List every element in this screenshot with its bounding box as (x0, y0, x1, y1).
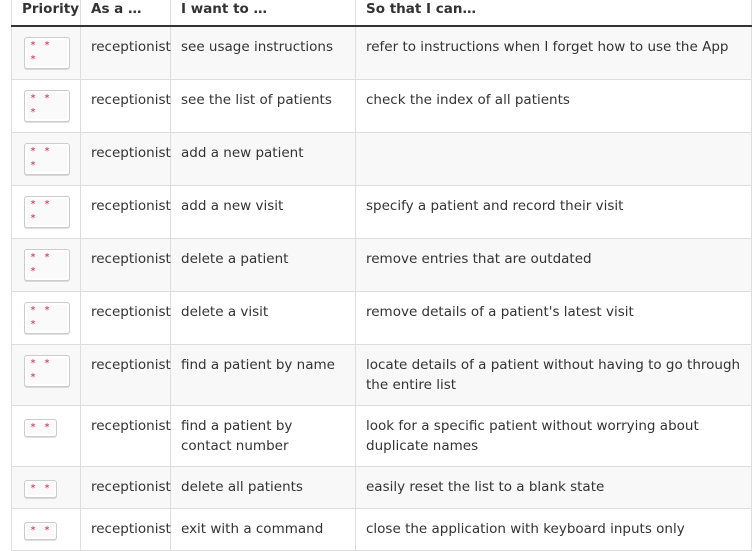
want-cell: add a new patient (171, 133, 356, 186)
priority-badge: * * (24, 480, 57, 498)
priority-cell (12, 345, 81, 406)
role-cell: receptionist (81, 26, 171, 80)
priority-badge: * * * (24, 196, 70, 228)
priority-cell (12, 186, 81, 239)
so-that-cell: remove details of a patient's latest visit (356, 292, 752, 345)
priority-badge: * * (24, 419, 57, 437)
role-cell: receptionist (81, 406, 171, 467)
priority-cell (12, 239, 81, 292)
table-row (12, 80, 752, 133)
table-row (12, 292, 752, 345)
want-cell: see usage instructions (171, 26, 356, 80)
priority-badge: * * * (24, 355, 70, 387)
priority-cell (12, 406, 81, 467)
priority-cell (12, 467, 81, 509)
table-row (12, 26, 752, 80)
role-cell: receptionist (81, 186, 171, 239)
so-that-cell: locate details of a patient without having to go through the entire list (356, 345, 752, 406)
so-that-cell: remove entries that are outdated (356, 239, 752, 292)
priority-badge: * * * (24, 37, 70, 69)
so-that-cell: easily reset the list to a blank state (356, 467, 752, 509)
want-cell: see the list of patients (171, 80, 356, 133)
so-that-cell: refer to instructions when I forget how to use the App (356, 26, 752, 80)
header-i-want-to: I want to … (171, 0, 356, 26)
priority-badge: * * * (24, 302, 70, 334)
want-cell: find a patient by contact number (171, 406, 356, 467)
role-cell: receptionist (81, 80, 171, 133)
priority-cell (12, 292, 81, 345)
role-cell: receptionist (81, 292, 171, 345)
want-cell: delete a visit (171, 292, 356, 345)
priority-badge: * * (24, 522, 57, 540)
role-cell: receptionist (81, 239, 171, 292)
role-cell: receptionist (81, 345, 171, 406)
header-so-that: So that I can… (356, 0, 752, 26)
want-cell: delete a patient (171, 239, 356, 292)
priority-cell (12, 26, 81, 80)
so-that-cell: specify a patient and record their visit (356, 186, 752, 239)
so-that-cell: look for a specific patient without worrying about duplicate names (356, 406, 752, 467)
table-row (12, 345, 752, 406)
so-that-cell (356, 133, 752, 186)
table-row (12, 406, 752, 467)
priority-cell (12, 509, 81, 551)
role-cell: receptionist (81, 133, 171, 186)
so-that-cell: close the application with keyboard inputs only (356, 509, 752, 551)
priority-cell (12, 80, 81, 133)
want-cell: exit with a command (171, 509, 356, 551)
table-header-row (12, 0, 752, 26)
priority-cell (12, 133, 81, 186)
table-row (12, 467, 752, 509)
table-row (12, 186, 752, 239)
priority-badge: * * * (24, 90, 70, 122)
table-row (12, 509, 752, 551)
user-stories-table (11, 0, 752, 551)
want-cell: find a patient by name (171, 345, 356, 406)
want-cell: delete all patients (171, 467, 356, 509)
want-cell: add a new visit (171, 186, 356, 239)
priority-badge: * * * (24, 249, 70, 281)
so-that-cell: check the index of all patients (356, 80, 752, 133)
header-as-a: As a … (81, 0, 171, 26)
role-cell: receptionist (81, 467, 171, 509)
header-priority: Priority (12, 0, 81, 26)
table-row (12, 133, 752, 186)
priority-badge: * * * (24, 143, 70, 175)
table-row (12, 239, 752, 292)
role-cell: receptionist (81, 509, 171, 551)
